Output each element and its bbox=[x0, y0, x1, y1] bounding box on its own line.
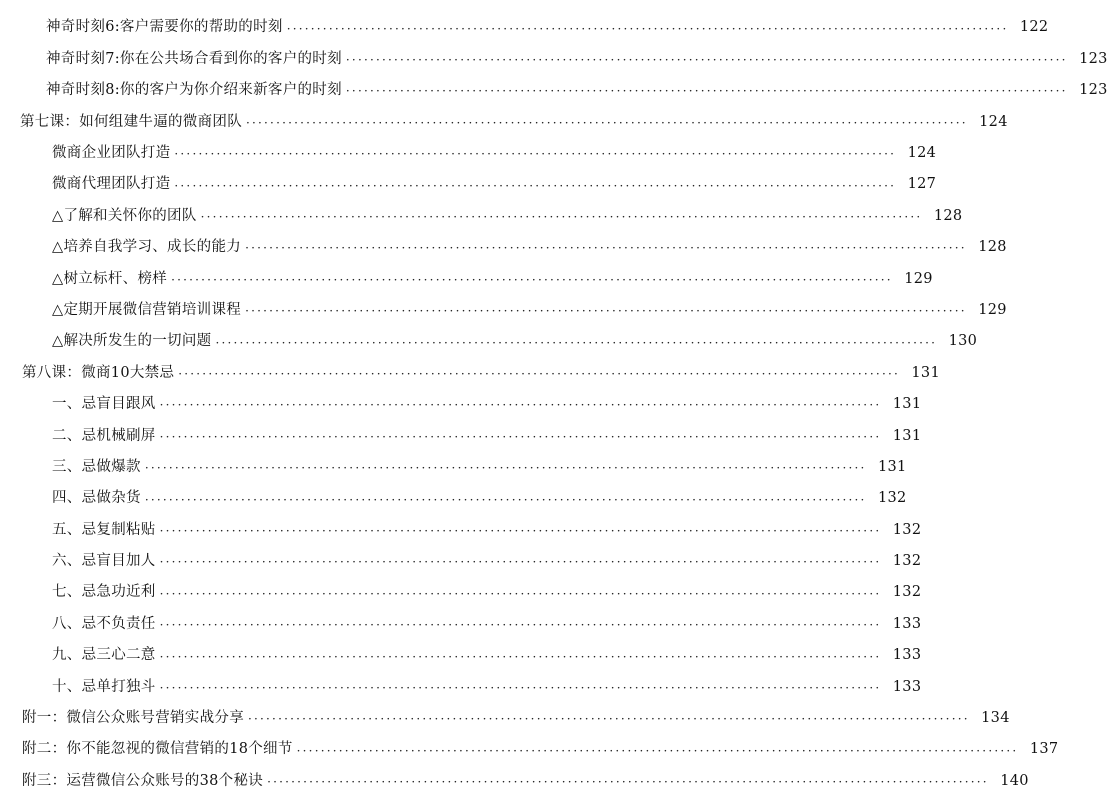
toc-entry[interactable] bbox=[0, 420, 922, 451]
toc-entry-page-number: 132 bbox=[892, 553, 922, 570]
toc-entry-title: 五、忌复制粘贴 bbox=[52, 521, 156, 538]
toc-entry-page-number: 137 bbox=[1029, 741, 1059, 758]
toc-entry-title: 四、忌做杂货 bbox=[52, 490, 141, 507]
toc-entry[interactable] bbox=[0, 138, 937, 169]
toc-entry-page-number: 128 bbox=[978, 239, 1007, 256]
toc-entry-title: 第七课：如何组建牛逼的微商团队 bbox=[20, 113, 242, 130]
dot-leader: ························································································································ bbox=[245, 241, 967, 256]
toc-entry-page-number: 123 bbox=[1079, 82, 1108, 99]
dot-leader: ························································································································ bbox=[174, 147, 897, 162]
toc-entry-page-number: 123 bbox=[1079, 50, 1108, 67]
toc-entry-title: 神奇时刻6:客户需要你的帮助的时刻 bbox=[46, 19, 283, 36]
dot-leader: ························································································································ bbox=[178, 366, 900, 381]
toc-entry[interactable] bbox=[0, 357, 940, 388]
toc-entry[interactable] bbox=[0, 75, 1108, 106]
toc-entry-page-number: 128 bbox=[933, 207, 963, 224]
toc-entry-page-number: 124 bbox=[979, 113, 1008, 130]
dot-leader: ························································································································ bbox=[171, 272, 893, 287]
dot-leader: ························································································································ bbox=[159, 618, 882, 633]
toc-entry-title: △树立标杆、榜样 bbox=[52, 270, 168, 287]
table-of-contents bbox=[0, 12, 1108, 797]
toc-entry-page-number: 127 bbox=[907, 176, 937, 193]
toc-entry[interactable] bbox=[0, 640, 922, 671]
toc-entry-page-number: 133 bbox=[892, 647, 922, 664]
toc-entry[interactable] bbox=[0, 200, 963, 231]
toc-entry-title: △了解和关怀你的团队 bbox=[52, 207, 197, 224]
toc-entry[interactable] bbox=[0, 43, 1108, 74]
toc-entry-page-number: 131 bbox=[892, 396, 922, 413]
toc-entry[interactable] bbox=[0, 326, 978, 357]
dot-leader: ························································································································ bbox=[144, 492, 867, 507]
toc-entry-page-number: 130 bbox=[948, 333, 978, 350]
toc-entry-title: 六、忌盲目加人 bbox=[52, 553, 156, 570]
dot-leader: ························································································································ bbox=[159, 555, 882, 570]
toc-entry-title: 附一：微信公众账号营销实战分享 bbox=[22, 710, 244, 727]
toc-entry-title: 第八课：微商10大禁忌 bbox=[22, 364, 175, 381]
toc-entry[interactable] bbox=[0, 734, 1059, 765]
dot-leader: ························································································································ bbox=[159, 429, 882, 444]
toc-entry[interactable] bbox=[0, 106, 1008, 137]
toc-entry-title: 一、忌盲目跟风 bbox=[52, 396, 156, 413]
toc-entry-page-number: 131 bbox=[877, 458, 907, 475]
toc-entry-page-number: 132 bbox=[877, 490, 907, 507]
toc-entry[interactable] bbox=[0, 608, 922, 639]
dot-leader: ························································································································ bbox=[159, 680, 882, 695]
toc-entry-page-number: 133 bbox=[892, 615, 922, 632]
toc-entry[interactable] bbox=[0, 12, 1049, 43]
toc-entry-title: 十、忌单打独斗 bbox=[52, 678, 156, 695]
toc-entry[interactable] bbox=[0, 451, 907, 482]
toc-entry-page-number: 132 bbox=[892, 584, 922, 601]
toc-entry-page-number: 129 bbox=[904, 270, 933, 287]
toc-entry[interactable] bbox=[0, 389, 922, 420]
toc-entry-page-number: 131 bbox=[892, 427, 922, 444]
toc-entry-page-number: 131 bbox=[911, 364, 940, 381]
toc-entry[interactable] bbox=[0, 295, 1007, 326]
toc-entry-title: 三、忌做爆款 bbox=[52, 458, 141, 475]
dot-leader: ························································································································ bbox=[144, 461, 867, 476]
toc-entry-title: △解决所发生的一切问题 bbox=[52, 333, 212, 350]
dot-leader: ························································································································ bbox=[159, 398, 882, 413]
toc-entry[interactable] bbox=[0, 671, 922, 702]
toc-entry-title: 八、忌不负责任 bbox=[52, 615, 156, 632]
dot-leader: ························································································································ bbox=[248, 712, 970, 727]
toc-entry[interactable] bbox=[0, 232, 1007, 263]
toc-entry-page-number: 134 bbox=[981, 710, 1010, 727]
toc-entry-title: 微商企业团队打造 bbox=[52, 145, 171, 161]
toc-entry-title: 九、忌三心二意 bbox=[52, 647, 156, 664]
dot-leader: ························································································································ bbox=[345, 84, 1068, 99]
toc-entry-title: 神奇时刻8:你的客户为你介绍来新客户的时刻 bbox=[46, 82, 342, 99]
dot-leader: ························································································································ bbox=[215, 335, 938, 350]
dot-leader: ························································································································ bbox=[345, 53, 1068, 68]
toc-entry-title: 微商代理团队打造 bbox=[52, 176, 171, 193]
toc-entry[interactable] bbox=[0, 577, 922, 608]
dot-leader: ························································································································ bbox=[267, 775, 989, 790]
toc-entry[interactable] bbox=[0, 514, 922, 545]
toc-entry[interactable] bbox=[0, 169, 937, 200]
toc-entry-page-number: 122 bbox=[1019, 19, 1049, 36]
toc-entry[interactable] bbox=[0, 546, 922, 577]
toc-entry-title: △定期开展微信营销培训课程 bbox=[52, 301, 242, 318]
dot-leader: ························································································································ bbox=[174, 178, 897, 193]
dot-leader: ························································································································ bbox=[159, 649, 882, 664]
dot-leader: ························································································································ bbox=[296, 743, 1019, 758]
toc-entry[interactable] bbox=[0, 765, 1029, 796]
dot-leader: ························································································································ bbox=[246, 115, 968, 130]
toc-entry[interactable] bbox=[0, 263, 933, 294]
dot-leader: ························································································································ bbox=[286, 21, 1009, 36]
toc-entry[interactable] bbox=[0, 483, 907, 514]
toc-entry-title: 七、忌急功近利 bbox=[52, 584, 156, 601]
dot-leader: ························································································································ bbox=[245, 304, 967, 319]
dot-leader: ························································································································ bbox=[159, 523, 882, 538]
toc-entry-title: 二、忌机械刷屏 bbox=[52, 427, 156, 444]
toc-entry-title: 附三：运营微信公众账号的38个秘诀 bbox=[22, 772, 264, 789]
dot-leader: ························································································································ bbox=[159, 586, 882, 601]
toc-entry-page-number: 129 bbox=[978, 301, 1007, 318]
toc-entry-title: 附二：你不能忽视的微信营销的18个细节 bbox=[22, 741, 293, 758]
toc-entry-page-number: 133 bbox=[892, 678, 922, 695]
toc-entry-page-number: 140 bbox=[1000, 772, 1029, 789]
dot-leader: ························································································································ bbox=[200, 210, 923, 225]
toc-entry-title: △培养自我学习、成长的能力 bbox=[52, 239, 242, 256]
toc-entry-page-number: 124 bbox=[907, 145, 937, 161]
toc-entry-page-number: 132 bbox=[892, 521, 922, 538]
toc-entry[interactable] bbox=[0, 703, 1010, 734]
toc-entry-title: 神奇时刻7:你在公共场合看到你的客户的时刻 bbox=[46, 50, 342, 67]
